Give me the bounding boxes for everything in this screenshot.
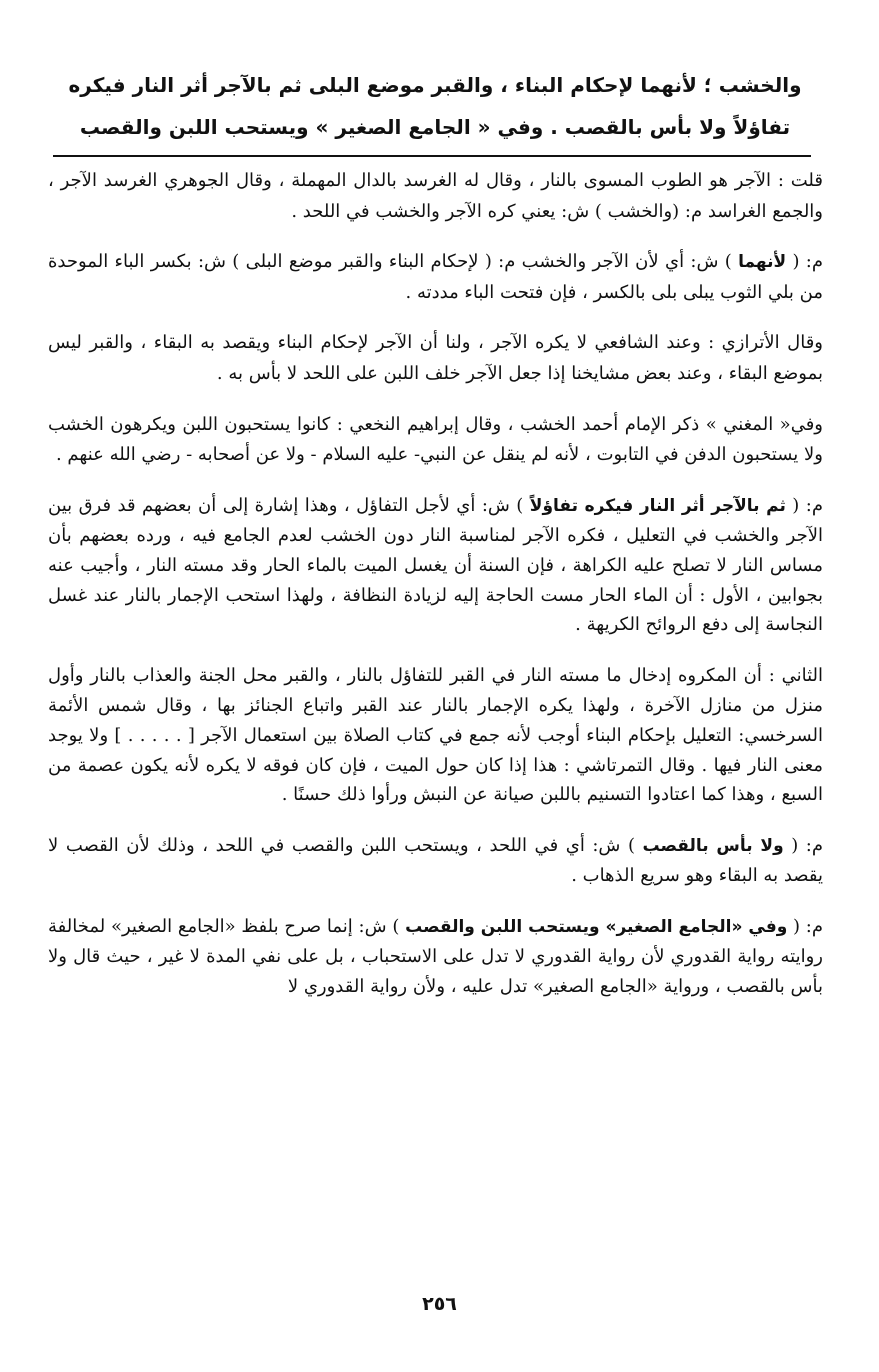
commentary-paragraph-8: م: ( وفي «الجامع الصغير» ويستحب اللبن والقصب ) ش: إنما صرح بلفظ «الجامع الصغير» لمخالفة روايته رواية القدوري لأن رواية القدوري لا تدل على الاستحباب ، بل على نفي المدة لا غير ، حيث قال ولا بأس بالقصب ، ورواية «الجامع الصغير» تدل عليه ، ولأن رواية القدوري لا xyxy=(48,915,823,998)
main-text-matn: والخشب ؛ لأنهما لإحكام البناء ، والقبر موضع البلى ثم بالآجر أثر النار فيكره تفاؤلاً ولا بأس بالقصب . وفي « الجامع الصغير » ويستحب اللبن والقصب xyxy=(68,73,802,139)
commentary-paragraph-3: وقال الأترازي : وعند الشافعي لا يكره الآجر ، ولنا أن الآجر لإحكام البناء ويقصد به البقاء ، والقبر ليس بموضع البقاء ، وعند بعض مشايخنا إذا جعل الآجر خلف اللبن على اللحد لا بأس به . xyxy=(48,332,823,384)
commentary-paragraph-5: م: ( ثم بالآجر أثر النار فيكره تفاؤلاً ) ش: أي لأجل التفاؤل ، وهذا إشارة إلى أن بعضهم قد فرق بين الآجر والخشب في التعليل ، فكره الآجر لمناسبة النار دون الخشب لعدم الجامع فيه ، ورده بعضهم بأن مساس النار لا تصلح عليه الكراهة ، فإن السنة أن يغسل الميت بالماء الحار وقد مسته النار ، وأجيب عنه بجوابين ، الأول : أن الماء الحار مست الحاجة إليه لزيادة النظافة ، ولهذا استحب الإجمار بالنار عند غسل النجاسة إلى دفع الروائح الكريهة . xyxy=(48,494,823,636)
commentary-paragraph-7: م: ( ولا بأس بالقصب ) ش: أي في اللحد ، ويستحب اللبن والقصب في اللحد ، وذلك لأن القصب لا يقصد به البقاء وهو سريع الذهاب . xyxy=(48,834,823,887)
commentary-paragraph-6: الثاني : أن المكروه إدخال ما مسته النار في القبر للتفاؤل بالنار ، والقبر محل الجنة والعذاب بالنار وأول منزل من منازل الآخرة ، ولهذا يكره الإجمار بالنار عند القبر واتباع الجنائز بها ، وقال شمس الأئمة السرخسي: التعليل بإحكام البناء أوجب لأنه جمع في كتاب الصلاة بين استعمال الآجر [ . . . . . ] ولا يوجد معنى النار فيها . وقال التمرتاشي : هذا إذا كان حول الميت ، فإن كان فوقه لا يكره لأنه يكون عصمة من السبع ، وهذا كما اعتادوا التسنيم باللبن صيانة عن النبش ورأوا ذلك حسنًا . xyxy=(48,664,823,806)
commentary-body xyxy=(48,166,823,1023)
page-number: ٢٥٦ xyxy=(422,1293,457,1315)
commentary-paragraph-4: وفي« المغني » ذكر الإمام أحمد الخشب ، وقال إبراهيم النخعي : كانوا يستحبون اللبن ويكرهون الخشب ولا يستحبون الدفن في التابوت ، لأنه لم ينقل عن النبي- عليه السلام - ولا عن أصحابه - رضي الله عنهم . xyxy=(48,413,823,466)
commentary-paragraph-1: قلت : الآجر هو الطوب المسوى بالنار ، وقال له الغرسد بالدال المهملة ، وقال الجوهري الغرسد الآجر ، والجمع الغراسد م: (والخشب ) ش: يعني كره الآجر والخشب في اللحد . xyxy=(48,170,823,222)
commentary-paragraph-2: م: ( لأنهما ) ش: أي لأن الآجر والخشب م: ( لإحكام البناء والقبر موضع البلى ) ش: بكسر الباء الموحدة من بلي الثوب يبلى بلى بالكسر ، فإن فتحت الباء مددته . xyxy=(48,251,823,303)
horizontal-divider xyxy=(53,155,811,157)
